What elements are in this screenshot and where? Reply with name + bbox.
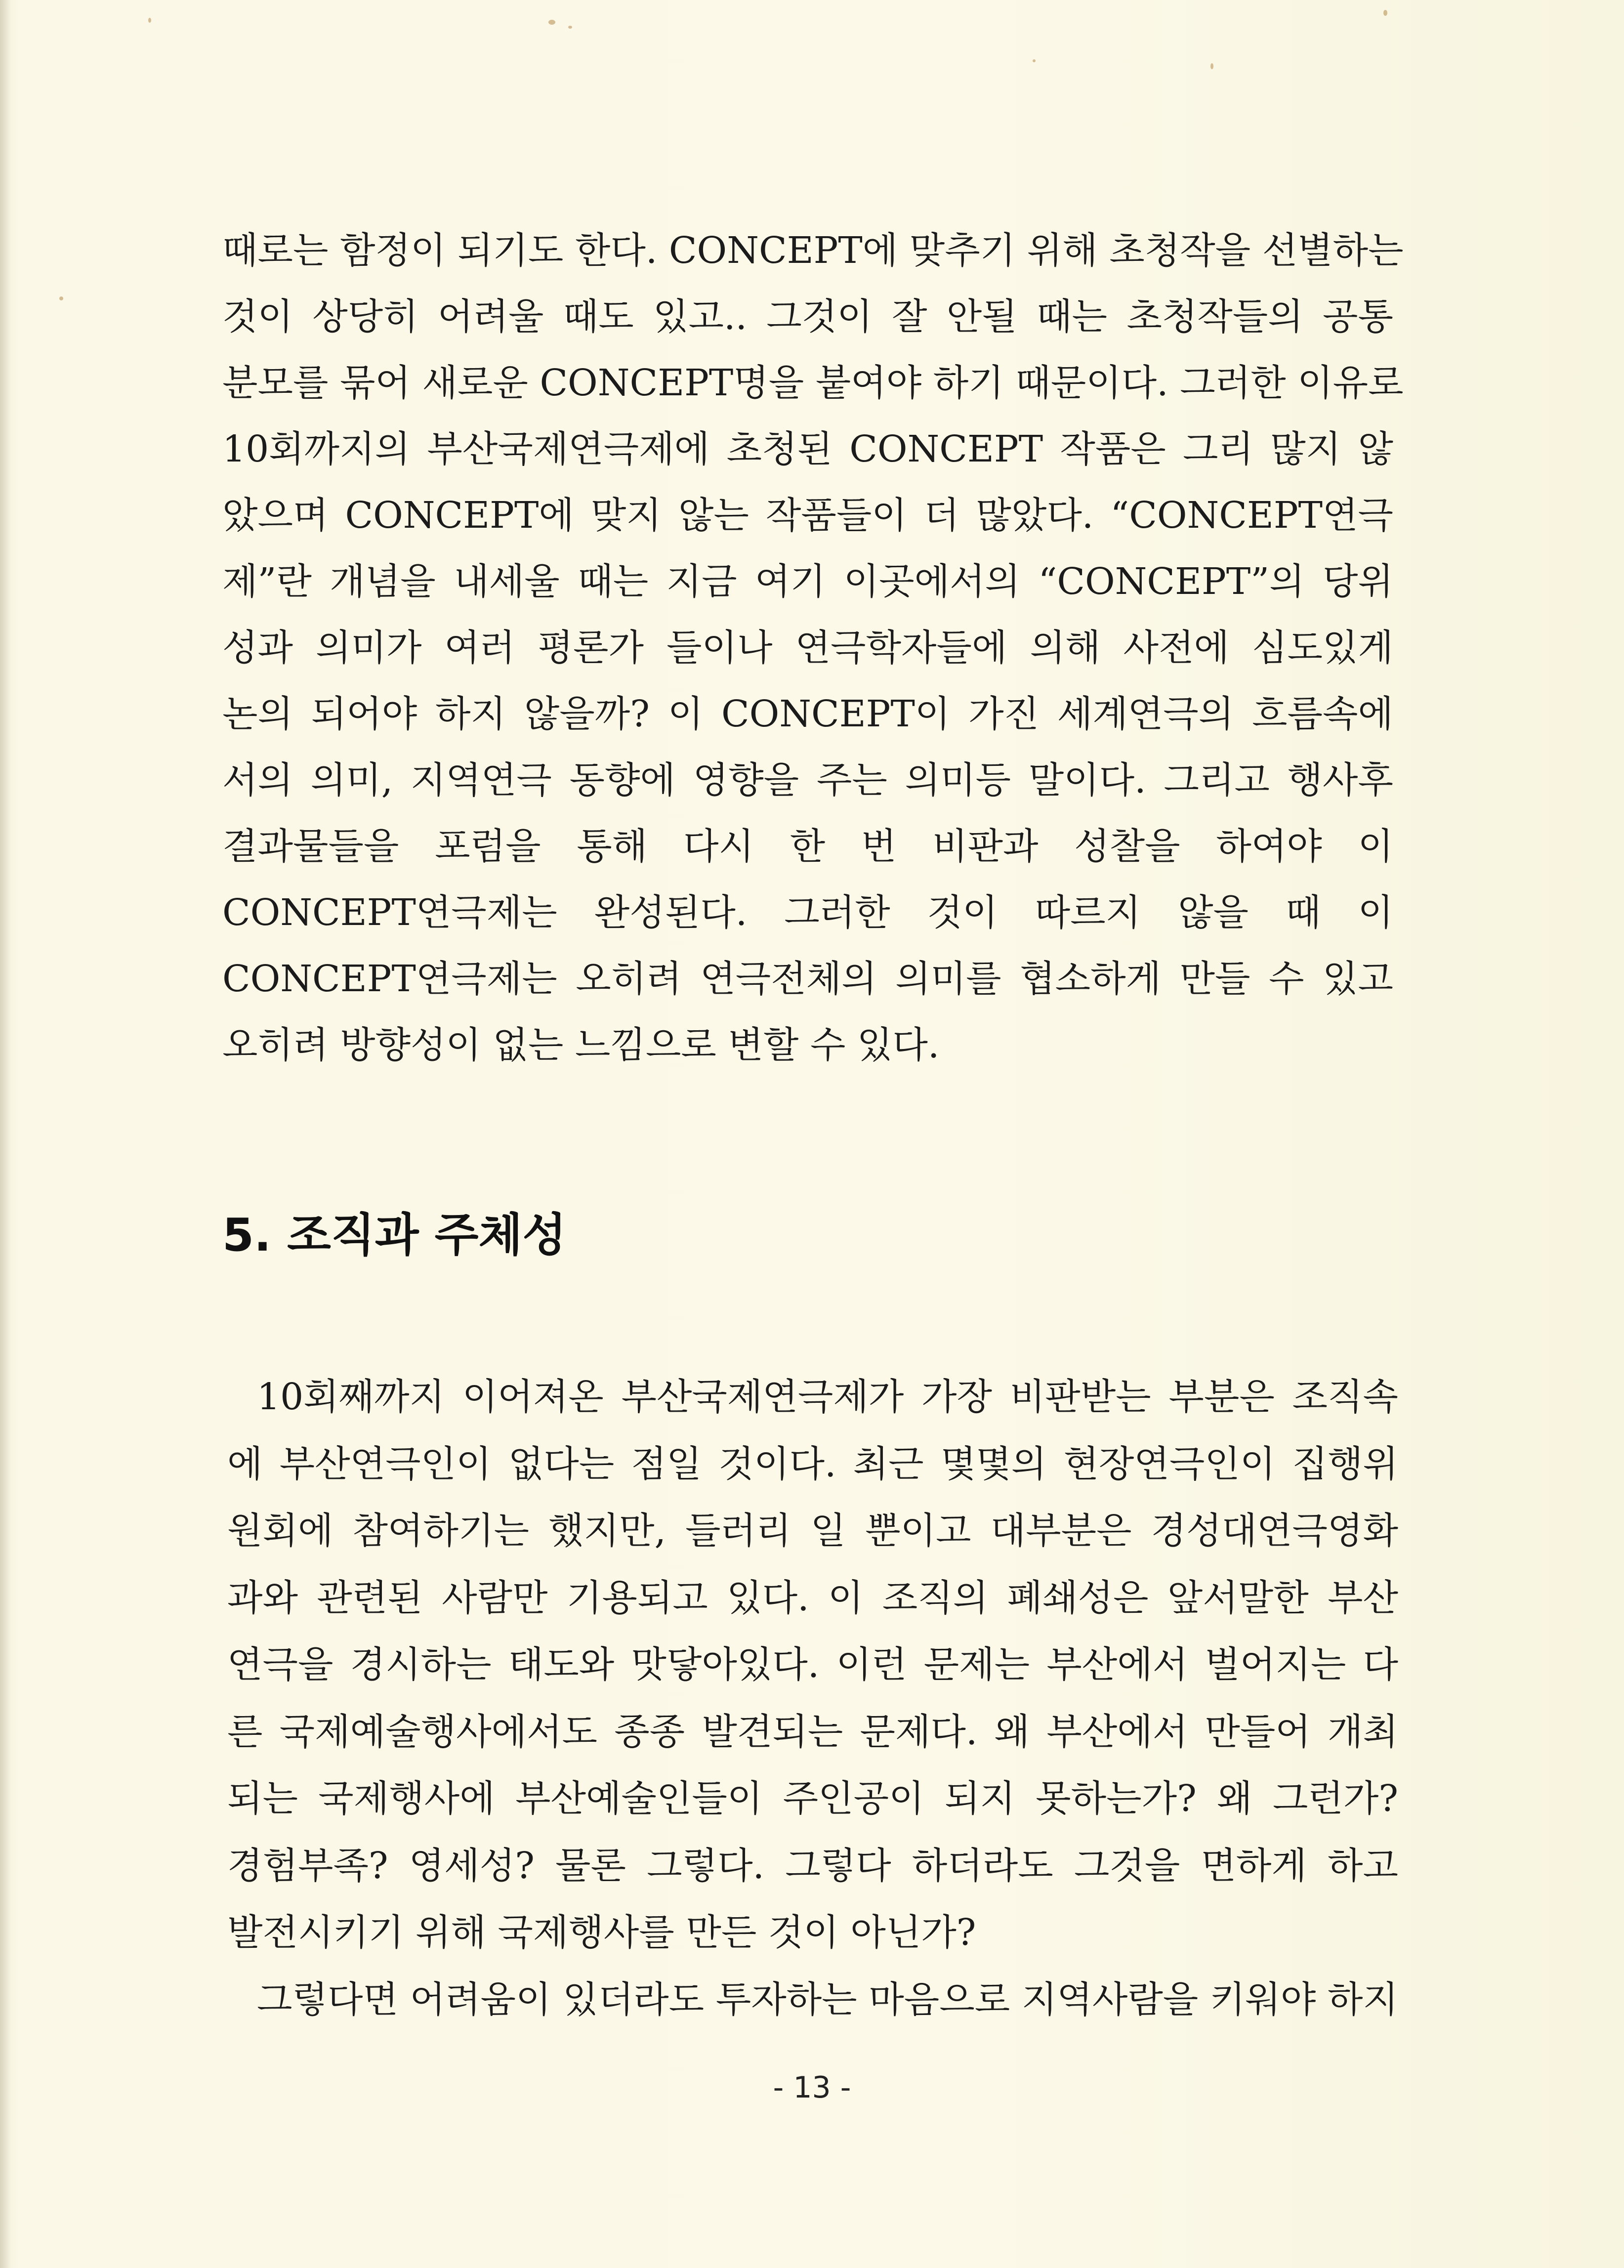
paper-speck	[1210, 63, 1213, 69]
paper-speck	[59, 296, 63, 300]
text-line: CONCEPT연극제는 오히려 연극전체의 의미를 협소하게 만들 수 있고	[222, 958, 1393, 1000]
paper-speck	[1383, 10, 1387, 16]
text-line: 았으며 CONCEPT에 맞지 않는 작품들이 더 많았다. “CONCEPT연극	[222, 494, 1393, 537]
text-line: 서의 의미, 지역연극 동향에 영향을 주는 의미등 말이다. 그리고 행사후	[222, 759, 1393, 801]
paper-speck	[148, 18, 151, 23]
text-line: 제”란 개념을 내세울 때는 지금 여기 이곳에서의 “CONCEPT”의 당위	[222, 560, 1393, 603]
text-line: 그렇다면 어려움이 있더라도 투자하는 마음으로 지역사람을 키워야 하지	[257, 1978, 1398, 2021]
text-line: 성과 의미가 여러 평론가 들이나 연극학자들에 의해 사전에 심도있게	[222, 627, 1393, 669]
text-line: 연극을 경시하는 태도와 맛닿아있다. 이런 문제는 부산에서 벌어지는 다	[227, 1643, 1398, 1686]
text-line: 10회까지의 부산국제연극제에 초청된 CONCEPT 작품은 그리 많지 않	[222, 428, 1393, 470]
continued-paragraph	[222, 217, 1404, 1078]
text-line: 에 부산연극인이 없다는 점일 것이다. 최근 몇몇의 현장연극인이 집행위	[227, 1442, 1398, 1485]
section-heading: 5. 조직과 주체성	[222, 1209, 567, 1261]
text-line: 결과물들을 포럼을 통해 다시 한 번 비판과 성찰을 하여야 이	[222, 825, 1393, 868]
text-line: 발전시키기 위해 국제행사를 만든 것이 아닌가?	[227, 1911, 976, 1954]
paper-speck	[1033, 59, 1036, 62]
text-line: CONCEPT연극제는 완성된다. 그러한 것이 따르지 않을 때 이	[222, 891, 1393, 934]
paper-speck	[568, 26, 572, 29]
section-paragraph	[227, 1364, 1398, 2033]
text-line: 오히려 방향성이 없는 느낌으로 변할 수 있다.	[222, 1024, 940, 1066]
text-line: 되는 국제행사에 부산예술인들이 주인공이 되지 못하는가? 왜 그런가?	[227, 1777, 1398, 1820]
text-line: 것이 상당히 어려울 때도 있고.. 그것이 잘 안될 때는 초청작들의 공통	[222, 295, 1393, 338]
page-number: - 13 -	[773, 2070, 851, 2105]
page-edge-shadow	[0, 0, 11, 2268]
text-line: 10회째까지 이어져온 부산국제연극제가 가장 비판받는 부분은 조직속	[257, 1376, 1398, 1418]
text-line: 원회에 참여하기는 했지만, 들러리 일 뿐이고 대부분은 경성대연극영화	[227, 1510, 1398, 1552]
paper-speck	[548, 20, 555, 25]
text-line: 과와 관련된 사람만 기용되고 있다. 이 조직의 폐쇄성은 앞서말한 부산	[227, 1576, 1398, 1619]
text-line: 경험부족? 영세성? 물론 그렇다. 그렇다 하더라도 그것을 면하게 하고	[227, 1844, 1398, 1887]
text-line: 분모를 묶어 새로운 CONCEPT명을 붙여야 하기 때문이다. 그러한 이유로	[222, 362, 1404, 404]
text-line: 논의 되어야 하지 않을까? 이 CONCEPT이 가진 세계연극의 흐름속에	[222, 693, 1393, 735]
text-line: 때로는 함정이 되기도 한다. CONCEPT에 맞추기 위해 초청작을 선별하는	[222, 229, 1404, 272]
text-line: 른 국제예술행사에서도 종종 발견되는 문제다. 왜 부산에서 만들어 개최	[227, 1710, 1398, 1753]
